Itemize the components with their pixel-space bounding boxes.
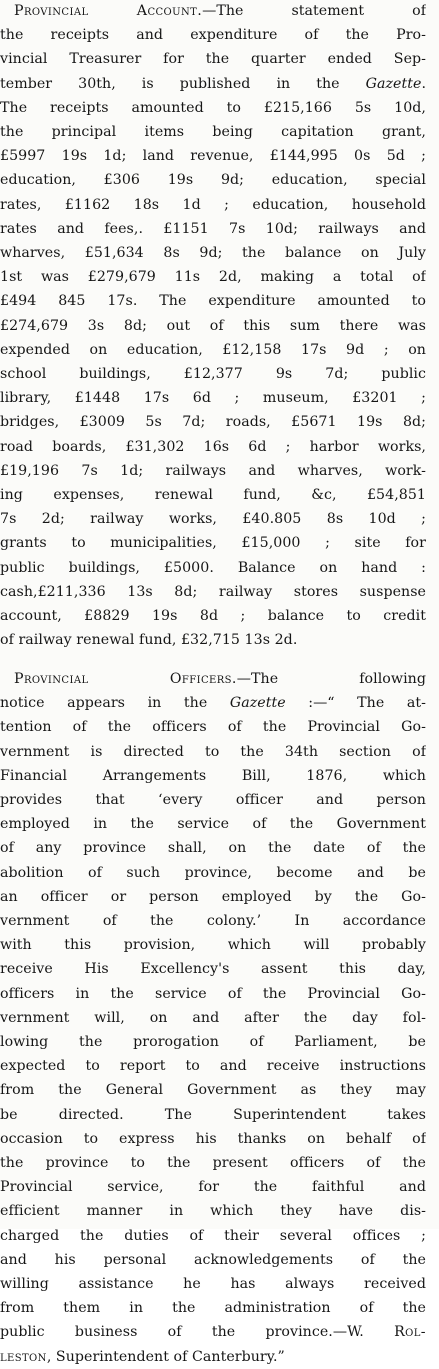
article-text-line: expected to report to and receive instructions bbox=[0, 1058, 426, 1075]
article-text-line: leston, Superintendent of Canterbury.” bbox=[0, 1348, 285, 1365]
article-text-line: from the General Government as they may bbox=[0, 1082, 426, 1099]
article-text-line: tention of the officers of the Provincial Go- bbox=[0, 719, 426, 736]
article-text-line: £19,196 7s 1d; railways and wharves, work- bbox=[0, 462, 426, 479]
article-text-line: 1st was £279,679 11s 2d, making a total of bbox=[0, 269, 426, 286]
article-text-line: ing expenses, renewal fund, &c, £54,851 bbox=[0, 487, 426, 503]
article-heading-line: Provincial Officers.—The following bbox=[14, 671, 426, 687]
article-text-line: the receipts and expenditure of the Pro- bbox=[0, 27, 426, 44]
article-text-line: vernment is directed to the 34th section of bbox=[0, 743, 426, 760]
article-text-line: £274,679 3s 8d; out of this sum there was bbox=[0, 317, 426, 334]
article-text-line: vernment of the colony.’ In accordance bbox=[0, 913, 426, 929]
article-text-line: an officer or person employed by the Go- bbox=[0, 888, 426, 905]
article-text-line: public buildings, £5000. Balance on hand : bbox=[0, 559, 426, 576]
article-text-line: and his personal acknowledgements of the bbox=[0, 1251, 426, 1268]
article-text-line: public business of the province.—W. Rol- bbox=[0, 1324, 426, 1341]
article-text-line: with this provision, which will probably bbox=[0, 937, 426, 954]
article-text-line: school buildings, £12,377 9s 7d; public bbox=[0, 366, 426, 382]
article-text-line: willing assistance he has always received bbox=[0, 1276, 426, 1292]
article-text-line: account, £8829 19s 8d ; balance to credit bbox=[0, 608, 426, 624]
article-text-line: grants to municipalities, £15,000 ; site for bbox=[0, 535, 426, 552]
article-text-line: rates and fees,. £1151 7s 10d; railways and bbox=[0, 220, 426, 237]
article-text-line: Provincial service, for the faithful and bbox=[0, 1179, 426, 1196]
article-text-line: occasion to express his thanks on behalf of bbox=[0, 1130, 426, 1147]
article-text-line: education, £306 19s 9d; education, special bbox=[0, 172, 426, 189]
article-text-line: £494 845 17s. The expenditure amounted to bbox=[0, 293, 426, 310]
article-text-line: abolition of such province, become and be bbox=[0, 864, 426, 881]
article-text-line: The receipts amounted to £215,166 5s 10d, bbox=[0, 99, 426, 116]
article-text-line: the province to the present officers of the bbox=[0, 1155, 426, 1171]
article-text-line: the principal items being capitation grant, bbox=[0, 124, 426, 140]
article-text-line: efficient manner in which they have dis- bbox=[0, 1203, 426, 1220]
article-text-line: cash,£211,336 13s 8d; railway stores suspense bbox=[0, 583, 426, 600]
article-text-line: vincial Treasurer for the quarter ended Sep- bbox=[0, 51, 426, 68]
article-text-line: Financial Arrangements Bill, 1876, which bbox=[0, 767, 426, 784]
article-heading-line: Provincial Account.—The statement of bbox=[14, 3, 426, 19]
article-text-line: provides that ‘every officer and person bbox=[0, 792, 426, 808]
article-text-line: bridges, £3009 5s 7d; roads, £5671 19s 8d; bbox=[0, 414, 426, 431]
article-text-line: of any province shall, on the date of the bbox=[0, 840, 426, 857]
article-text-line: be directed. The Superintendent takes bbox=[0, 1106, 426, 1123]
article-text-line: officers in the service of the Provincial Go- bbox=[0, 985, 426, 1002]
article-text-line: road boards, £31,302 16s 6d ; harbor works, bbox=[0, 438, 426, 455]
article-text-line: 7s 2d; railway works, £40.805 8s 10d ; bbox=[0, 511, 426, 528]
article-text-line: wharves, £51,634 8s 9d; the balance on July bbox=[0, 245, 426, 261]
article-text-line: notice appears in the Gazette :—“ The at- bbox=[0, 695, 426, 712]
article-text-line: charged the duties of their several offices ; bbox=[0, 1227, 426, 1244]
article-text-line: vernment will, on and after the day fol- bbox=[0, 1009, 426, 1026]
article-text-line: from them in the administration of the bbox=[0, 1300, 426, 1317]
article-text-line: of railway renewal fund, £32,715 13s 2d. bbox=[0, 632, 298, 649]
article-text-line: receive His Excellency's assent this day, bbox=[0, 961, 426, 978]
article-text-line: tember 30th, is published in the Gazette. bbox=[0, 75, 426, 92]
article-text-line: expended on education, £12,158 17s 9d ; on bbox=[0, 341, 426, 358]
article-text-line: lowing the prorogation of Parliament, be bbox=[0, 1034, 426, 1050]
article-text-line: £5997 19s 1d; land revenue, £144,995 0s 5d ; bbox=[0, 148, 426, 165]
article-text-line: employed in the service of the Government bbox=[0, 816, 426, 833]
article-text-line: library, £1448 17s 6d ; museum, £3201 ; bbox=[0, 390, 426, 407]
article-text-line: rates, £1162 18s 1d ; education, household bbox=[0, 196, 426, 213]
